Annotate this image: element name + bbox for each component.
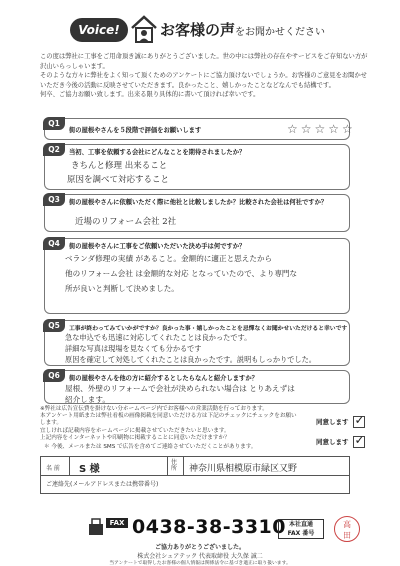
check-mark-icon: ✓ — [354, 433, 365, 447]
rating-stars[interactable]: ☆☆☆☆☆ — [287, 122, 356, 136]
checkbox[interactable] — [353, 433, 365, 448]
agree-checkbox-2[interactable]: 同意します ✓ — [316, 433, 365, 447]
sms-note: ＊ 今後、メールまたは SMS で広告を含めてご連絡させていただくことがあります。 — [44, 444, 257, 450]
question-q1: Q1 街の屋根やさんを５段階で評価をお願いします ☆☆☆☆☆ — [44, 118, 350, 140]
answer-line[interactable]: 原因を調べて対応すること — [67, 175, 170, 185]
question-q2: Q2 当初、工事を依頼する会社にどんなことを期待されましたか？ きちんと修理 出来ること 原因を調べて対応すること — [44, 144, 350, 190]
consent-notes: ※弊社は広告宣伝費を掛けない分ホームページ内でお客様への営業活動を行っております。 本アンケート用紙または弊社看板の画像掲載を同意いただける方は下記のチェックにチェックをお願いします。 宜しければ記載内容をホームページに掲載させていただきたいと思います。 上記内容をインターネットや印刷物に掲載することに同意いただけますか？ — [40, 406, 297, 441]
answer-line[interactable]: きちんと修理 出来ること — [71, 161, 168, 171]
footer-thanks: ご協力ありがとうございました。 — [154, 544, 245, 551]
question-q3: Q3 街の屋根やさんに依頼いただく際に他社と比較しましたか？比較された会社は何社ですか？ 近場のリフォーム会社 2社 — [44, 194, 350, 232]
header — [70, 14, 340, 48]
name-field[interactable]: S 様 — [79, 464, 100, 475]
question-q6: Q6 街の屋根やさんを他の方に紹介するとしたらなんと紹介しますか？ 屋根、外壁のリフォームで会社が決められない場合は とりあえずは 紹介します。 — [44, 370, 350, 404]
question-q4: Q4 街の屋根やさんに工事をご依頼いただいた決め手は何ですか？ ベランダ修理の実績 があること。金額的に適正と思えたから 他のリフォーム会社 は金額的な対応 となっていたので、より専門な 所が良いと判断して決めました。 — [44, 238, 350, 314]
contact-field[interactable]: ご連絡先(メールアドレスまたは携帯番号) — [46, 481, 159, 488]
fax-direct-badge: 本社直通 FAX 番号 — [278, 519, 324, 539]
question-q5: Q5 工事が終わってみていかがですか？良かった事・嬉しかったことを忌憚なくお聞かせいただけると幸いです 急な申込でも迅速に対応してくれたことは良かったです。 詳細な写真は現場を見なくても分かるです 原因を確定して対処してくれたことは良かったです。説明もしっかりでした。 — [44, 320, 350, 366]
answer-line[interactable]: 原因を確定して対処してくれたことは良かったです。説明もしっかりでした。 — [65, 355, 316, 364]
name-seal: 高 田 — [334, 516, 360, 542]
answer-line[interactable]: 詳細な写真は現場を見なくても分かるです — [65, 344, 202, 353]
answer-line[interactable]: ベランダ修理の実績 があること。金額的に適正と思えたから — [65, 254, 273, 263]
answer-line[interactable]: 他のリフォーム会社 は金額的な対応 となっていたので、より専門な — [65, 269, 298, 278]
answer-line[interactable]: 屋根、外壁のリフォームで会社が決められない場合は とりあえずは — [65, 384, 295, 393]
fax-bar: FAX 0438-38-3310 本社直通 FAX 番号 — [88, 516, 328, 540]
footer-disclaimer: 当アンケートで取得したお客様の個人情報は関係法令に基づき適正に取り扱います。 — [109, 561, 291, 566]
answer-line[interactable]: 所が良いと判断して決めました。 — [65, 284, 179, 293]
fax-number: 0438-38-3310 — [132, 516, 286, 538]
house-icon — [130, 14, 158, 44]
fax-machine-icon — [88, 518, 104, 536]
answer-line[interactable]: 急な申込でも迅速に対応してくれたことは良かったです。 — [65, 333, 252, 342]
contact-form: 名 前 S 様 住 所 神奈川県相模原市緑区又野 ご連絡先(メールアドレスまたは携帯番号) — [40, 456, 350, 494]
checkbox[interactable] — [353, 413, 365, 428]
answer-line[interactable]: 近場のリフォーム会社 2社 — [75, 217, 177, 227]
footer-company: 株式会社シェアテック 代表取締役 大久保 誠二 — [137, 553, 263, 560]
answer-line[interactable]: 紹介します。 — [65, 395, 110, 404]
agree-checkbox-1[interactable]: 同意します ✓ — [316, 413, 365, 427]
address-field[interactable]: 神奈川県相模原市緑区又野 — [189, 464, 298, 474]
check-mark-icon: ✓ — [354, 413, 365, 427]
intro-text: この度は弊社に工事をご用命頂き誠にありがとうございました。世の中には弊社の存在やサービスをご存知ない方が沢山いらっしゃいます。 そのような方々に弊社をよく知って頂くためのアンケートにご協力頂けないでしょうか。お客様のご意見をお聞かせいただき今後の活動に反映させていただきます。良かったこと、嬉しかったことなどなんでも結構です。 何卒、ご協力お願い致します。出来る限り具体的に書いて頂ければ幸いです。 — [40, 53, 368, 98]
voice-badge: Voice! — [70, 18, 128, 42]
page-title: お客様の声をお聞かせください — [160, 21, 326, 39]
